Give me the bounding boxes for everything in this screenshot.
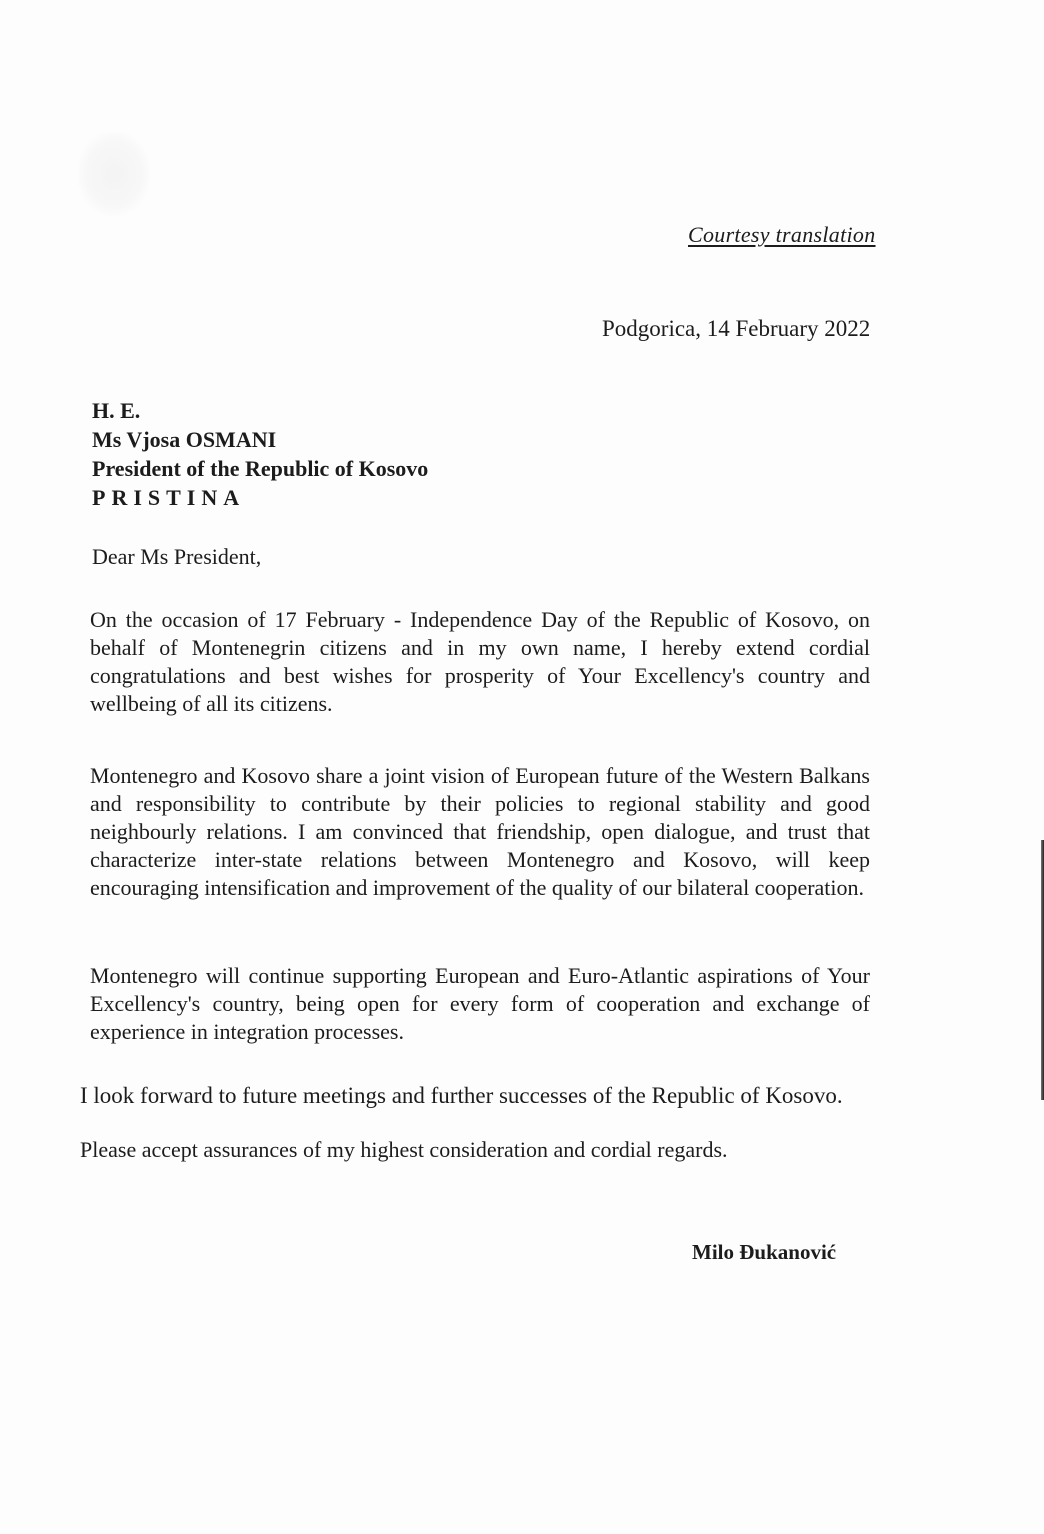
place-and-date: Podgorica, 14 February 2022	[602, 316, 871, 341]
addressee-honorific: H. E.	[92, 398, 141, 423]
courtesy-translation-note: Courtesy translation	[688, 222, 876, 247]
closing-paragraph: Please accept assurances of my highest consideration and cordial regards.	[80, 1137, 728, 1162]
addressee-block	[92, 396, 428, 512]
addressee-title: President of the Republic of Kosovo	[92, 456, 429, 481]
signature-name: Milo Đukanović	[692, 1240, 837, 1264]
salutation: Dear Ms President,	[92, 544, 262, 569]
faded-coat-of-arms-icon	[78, 132, 150, 216]
body-paragraph: I look forward to future meetings and further successes of the Republic of Kosovo.	[80, 1083, 843, 1108]
body-paragraph: Montenegro and Kosovo share a joint vision of European future of the Western Balkans and responsibility to contribute by their policies to regional stability and good neighbourly relations. I am convinced that friendship, open dialogue, and trust that characterize inter-state relations between Montenegro and Kosovo, will keep encouraging intensification and improvement of the quality of our bilateral cooperation.	[90, 763, 870, 900]
addressee-city: PRISTINA	[92, 485, 246, 510]
addressee-name: Ms Vjosa OSMANI	[92, 427, 277, 452]
body-paragraph: Montenegro will continue supporting European and Euro-Atlantic aspirations of Your Excellency's country, being open for every form of cooperation and exchange of experience in integration processes.	[90, 963, 870, 1044]
body-paragraph: On the occasion of 17 February - Independence Day of the Republic of Kosovo, on behalf of Montenegrin citizens and in my own name, I hereby extend cordial congratulations and best wishes for prosperity of Your Excellency's country and wellbeing of all its citizens.	[90, 607, 870, 716]
